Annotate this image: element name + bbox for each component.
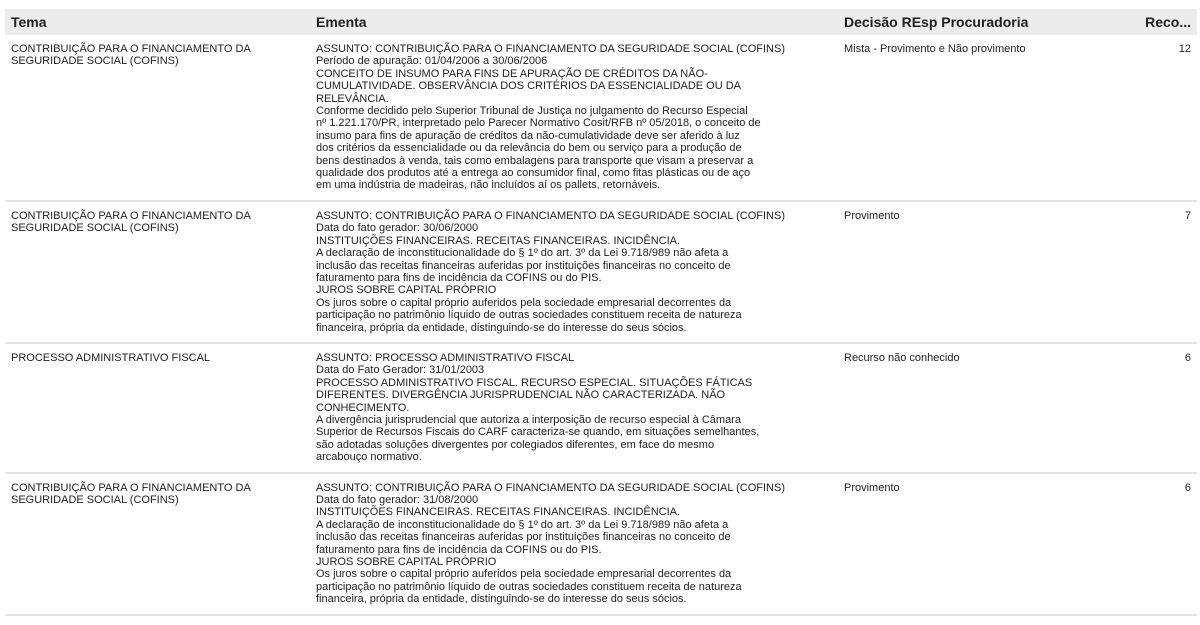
ementa-line: inclusão das receitas financeiras auferidas por instituições financeiras no conceito de xyxy=(316,259,731,272)
tema-line: CONTRIBUIÇÃO PARA O FINANCIAMENTO DA xyxy=(11,43,251,55)
ementa-line: inclusão das receitas financeiras auferidas por instituições financeiras no conceito de xyxy=(316,531,731,544)
ementa-line: A declaração de inconstitucionalidade do § 1º do art. 3º da Lei 9.718/989 não afeta a xyxy=(316,518,729,531)
ementa-line: participação no patrimônio líquido de outras sociedades constituem receita de natureza xyxy=(316,309,742,322)
ementa-line: JUROS SOBRE CAPITAL PRÓPRIO xyxy=(316,284,497,297)
ementa-line: dos critérios da essencialidade ou da relevância do bem ou serviço para a produção de xyxy=(316,142,742,155)
tema-line: CONTRIBUIÇÃO PARA O FINANCIAMENTO DA xyxy=(11,209,251,222)
ementa-line: JUROS SOBRE CAPITAL PRÓPRIO xyxy=(316,556,497,569)
ementa-line: Data do fato gerador: 31/08/2000 xyxy=(316,494,479,506)
ementa-line: ASSUNTO: CONTRIBUIÇÃO PARA O FINANCIAMENTO DA SEGURIDADE SOCIAL (COFINS) xyxy=(316,209,785,222)
ementa-line: arcabouço normativo. xyxy=(316,451,422,464)
ementa-line: qualidade dos produtos até a entrega ao consumidor final, como fitas plásticas ou de aço xyxy=(316,167,751,180)
tema-line: SEGURIDADE SOCIAL (COFINS) xyxy=(11,494,179,506)
ementa-line: Período de apuração: 01/04/2006 a 30/06/2006 xyxy=(316,55,548,68)
ementa-line: financeira, própria da entidade, distinguindo-se do interesse do seus sócios. xyxy=(316,321,687,334)
cell-decisao: Mista - Provimento e Não provimento xyxy=(844,43,1026,55)
ementa-line: financeira, própria da entidade, distinguindo-se do interesse do seus sócios. xyxy=(316,593,687,606)
ementa-line: CUMULATIVIDADE. OBSERVÂNCIA DOS CRITÉRIOS DA ESSENCIALIDADE OU DA xyxy=(316,80,742,93)
cell-ementa xyxy=(310,344,838,472)
cell-reco: 6 xyxy=(1184,481,1191,494)
table-row[interactable] xyxy=(5,35,1197,202)
ementa-line: Superior de Recursos Fiscais do CARF caracteriza-se quando, em situações semelhantes, xyxy=(316,426,760,439)
ementa-line: são adotadas soluções divergentes por colegiados diferentes, em face do mesmo xyxy=(316,438,715,451)
ementa-line: PROCESSO ADMINISTRATIVO FISCAL. RECURSO ESPECIAL. SITUAÇÕES FÁTICAS xyxy=(316,376,753,389)
tema-line: SEGURIDADE SOCIAL (COFINS) xyxy=(11,222,179,235)
ementa-line: A declaração de inconstitucionalidade do § 1º do art. 3º da Lei 9.718/989 não afeta a xyxy=(316,247,729,260)
cell-decisao: Recurso não conhecido xyxy=(844,351,960,364)
results-table xyxy=(5,9,1197,616)
cell-tema xyxy=(5,202,310,342)
ementa-line: INSTITUIÇÕES FINANCEIRAS. RECEITAS FINANCEIRAS. INCIDÊNCIA. xyxy=(316,506,681,519)
ementa-line: CONHECIMENTO. xyxy=(316,401,410,414)
ementa-line: Os juros sobre o capital próprio auferidos pela sociedade empresarial decorrentes da xyxy=(316,568,732,581)
table-header xyxy=(5,9,1197,35)
cell-reco: 12 xyxy=(1178,43,1191,55)
tema-line: SEGURIDADE SOCIAL (COFINS) xyxy=(11,55,179,68)
column-header-ementa[interactable]: Ementa xyxy=(316,14,367,30)
ementa-line: A divergência jurisprudencial que autoriza a interposição de recurso especial à Câmara xyxy=(316,413,741,426)
ementa-line: bens destinados à venda, tais como embalagens para transporte que visam a preservar a xyxy=(316,154,754,167)
ementa-line: ASSUNTO: CONTRIBUIÇÃO PARA O FINANCIAMENTO DA SEGURIDADE SOCIAL (COFINS) xyxy=(316,43,785,55)
ementa-line: faturamento para fins de incidência da COFINS ou do PIS. xyxy=(316,271,602,284)
ementa-line: participação no patrimônio líquido de outras sociedades constituem receita de natureza xyxy=(316,580,742,593)
cell-reco: 7 xyxy=(1184,209,1191,222)
ementa-line: Data do fato gerador: 30/06/2000 xyxy=(316,222,479,235)
cell-tema xyxy=(5,344,310,472)
ementa-line: INSTITUIÇÕES FINANCEIRAS. RECEITAS FINANCEIRAS. INCIDÊNCIA. xyxy=(316,234,681,247)
tema-line: CONTRIBUIÇÃO PARA O FINANCIAMENTO DA xyxy=(11,481,251,494)
ementa-line: RELEVÂNCIA. xyxy=(316,92,389,105)
table-body xyxy=(5,35,1197,616)
cell-decisao: Provimento xyxy=(844,209,900,222)
cell-decisao: Provimento xyxy=(844,481,900,494)
ementa-line: ASSUNTO: PROCESSO ADMINISTRATIVO FISCAL xyxy=(316,351,575,364)
ementa-line: nº 1.221.170/PR, interpretado pelo Parecer Normativo Cosit/RFB nº 05/2018, o conceito de xyxy=(316,117,761,130)
cell-tema xyxy=(5,35,310,200)
table-row[interactable] xyxy=(5,344,1197,474)
ementa-line: Data do Fato Gerador: 31/01/2003 xyxy=(316,364,485,377)
table-row[interactable] xyxy=(5,474,1197,616)
cell-ementa xyxy=(310,474,838,614)
column-header-reco[interactable]: Reco... xyxy=(1145,14,1191,30)
cell-ementa xyxy=(310,35,838,200)
cell-tema xyxy=(5,474,310,614)
column-header-decisao[interactable]: Decisão REsp Procuradoria xyxy=(844,14,1029,30)
ementa-line: ASSUNTO: CONTRIBUIÇÃO PARA O FINANCIAMENTO DA SEGURIDADE SOCIAL (COFINS) xyxy=(316,481,785,494)
table-row[interactable] xyxy=(5,202,1197,344)
ementa-line: em uma indústria de madeiras, não incluídos aí os pallets, retornáveis. xyxy=(316,179,661,192)
cell-ementa xyxy=(310,202,838,342)
ementa-line: Conforme decidido pelo Superior Tribunal de Justiça no julgamento do Recurso Especial xyxy=(316,105,748,118)
ementa-line: insumo para fins de apuração de créditos da não-cumulatividade deve ser aferido à luz xyxy=(316,129,740,142)
ementa-line: faturamento para fins de incidência da COFINS ou do PIS. xyxy=(316,543,602,556)
ementa-line: Os juros sobre o capital próprio auferidos pela sociedade empresarial decorrentes da xyxy=(316,296,732,309)
cell-reco: 6 xyxy=(1184,351,1191,364)
tema-line: PROCESSO ADMINISTRATIVO FISCAL xyxy=(11,351,211,364)
ementa-line: DIFERENTES. DIVERGÊNCIA JURISPRUDENCIAL NÃO CARACTERIZADA. NÃO xyxy=(316,389,726,402)
ementa-line: CONCEITO DE INSUMO PARA FINS DE APURAÇÃO DE CRÉDITOS DA NÃO- xyxy=(316,67,708,80)
column-header-tema[interactable]: Tema xyxy=(11,14,47,30)
